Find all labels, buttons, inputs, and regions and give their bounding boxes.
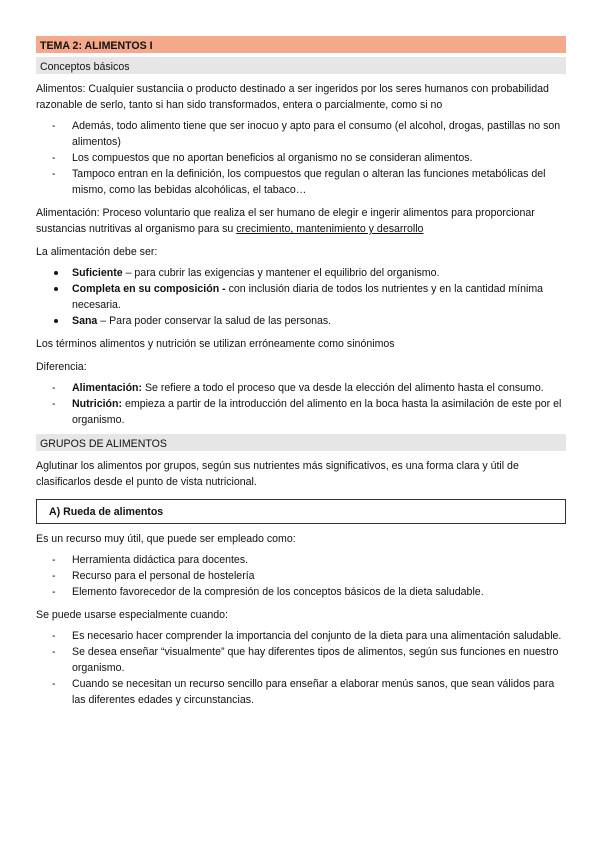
alimentos-definition: Alimentos: Cualquier sustanciia o producto destinado a ser ingeridos por los seres humanos con probabilidad razonable de serlo, tanto si han sido transformados, entera o parcialmente, como si no xyxy=(36,83,549,111)
list-item-text: con inclusión diaria de todos los nutrientes y en la cantidad mínima necesaria. xyxy=(72,283,544,311)
list-item xyxy=(36,380,566,396)
list-item xyxy=(36,313,566,329)
alimentacion-definition-underlined: crecimiento, mantenimiento y desarrollo xyxy=(236,223,424,235)
list-item xyxy=(36,281,566,313)
list-item: - Es necesario hacer comprender la importancia del conjunto de la dieta para una alimentación saludable. xyxy=(36,628,566,644)
list-item-term: Completa en su composición - xyxy=(72,283,226,295)
document-page xyxy=(36,36,566,708)
page-title: TEMA 2: ALIMENTOS I xyxy=(36,36,566,53)
recurso-list xyxy=(36,552,566,600)
debe-ser-heading: La alimentación debe ser: xyxy=(36,246,158,258)
cuando-list xyxy=(36,628,566,708)
list-item: - Recurso para el personal de hostelería xyxy=(36,568,566,584)
diferencia-heading: Diferencia: xyxy=(36,361,87,373)
alimentacion-definition xyxy=(36,205,566,237)
list-item: - Se desea enseñar “visualmente” que hay diferentes tipos de alimentos, según sus funciones en nuestro organismo. xyxy=(36,644,566,676)
list-item-term: Suficiente xyxy=(72,267,123,279)
list-item: - Cuando se necesitan un recurso sencillo para enseñar a elaborar menús sanos, que sean válidos para las diferentes edades y circunstancias. xyxy=(36,676,566,708)
recurso-heading: Es un recurso muy útil, que puede ser empleado como: xyxy=(36,533,296,545)
rueda-box: A) Rueda de alimentos xyxy=(36,499,566,524)
section-subtitle: Conceptos básicos xyxy=(36,57,566,74)
list-item-text: – Para poder conservar la salud de las personas. xyxy=(97,315,332,327)
grupos-header: GRUPOS DE ALIMENTOS xyxy=(36,434,566,451)
debe-ser-list xyxy=(36,265,566,329)
list-item: - Herramienta didáctica para docentes. xyxy=(36,552,566,568)
sinonimos-text: Los términos alimentos y nutrición se utilizan erróneamente como sinónimos xyxy=(36,338,395,350)
list-item: - Tampoco entran en la definición, los compuestos que regulan o alteran las funciones metabólicas del mismo, como las bebidas alcohólicas, el tabaco… xyxy=(36,166,566,198)
grupos-text: Aglutinar los alimentos por grupos, según sus nutrientes más significativos, es una forma clara y útil de clasificarlos desde el punto de vista nutricional. xyxy=(36,460,519,488)
list-item-term: Alimentación: xyxy=(72,382,143,394)
list-item-term: Sana xyxy=(72,315,98,327)
list-item: - Además, todo alimento tiene que ser inocuo y apto para el consumo (el alcohol, drogas, pastillas no son alimentos) xyxy=(36,118,566,150)
diferencia-list xyxy=(36,380,566,428)
list-item xyxy=(36,265,566,281)
list-item-term: Nutrición: xyxy=(72,398,123,410)
list-item-text: – para cubrir las exigencias y mantener el equilibrio del organismo. xyxy=(122,267,440,279)
list-item: - Los compuestos que no aportan beneficios al organismo no se consideran alimentos. xyxy=(36,150,566,166)
list-item-text: empieza a partir de la introducción del alimento en la boca hasta la asimilación de este por el organismo. xyxy=(72,398,562,426)
cuando-heading: Se puede usarse especialmente cuando: xyxy=(36,609,228,621)
alimentacion-definition-text: Alimentación: Proceso voluntario que realiza el ser humano de elegir e ingerir alimentos para proporcionar sustancias nutritivas al organismo para su xyxy=(36,207,535,235)
alimentos-list xyxy=(36,118,566,198)
list-item-text: Se refiere a todo el proceso que va desde la elección del alimento hasta el consumo. xyxy=(142,382,544,394)
list-item: - Elemento favorecedor de la compresión de los conceptos básicos de la dieta saludable. xyxy=(36,584,566,600)
list-item xyxy=(36,396,566,428)
